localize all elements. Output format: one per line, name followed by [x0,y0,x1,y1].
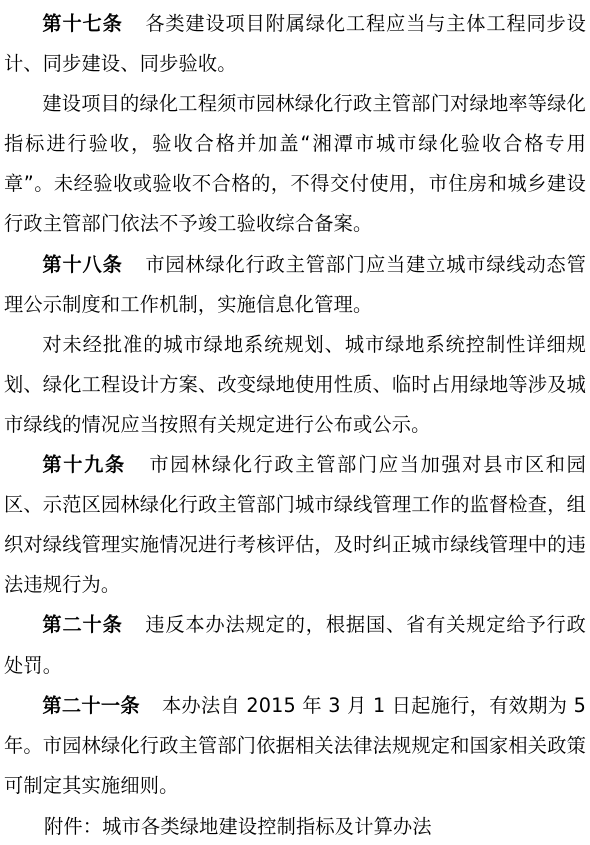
article-21-heading: 第二十一条 [42,693,140,717]
article-18-detail-text: 对未经批准的城市绿地系统规划、城市绿地系统控制性详细规划、绿化工程设计方案、改变绿地使用性质、临时占用绿地等涉及城市绿线的情况应当按照有关规定进行公布或公示。 [4,332,586,436]
article-19-heading: 第十九条 [42,453,126,477]
article-18-text: 市园林绿化行政主管部门应当建立城市绿线动态管理公示制度和工作机制，实施信息化管理。 [4,252,586,316]
article-19-text: 市园林绿化行政主管部门应当加强对县市区和园区、示范区园林绿化行政主管部门城市绿线管理工作的监督检查，组织对绿线管理实施情况进行考核评估，及时纠正城市绿线管理中的违法违规行为。 [4,453,586,597]
article-20-heading: 第二十条 [42,613,123,637]
article-21-text: 本办法自 2015 年 3 月 1 日起施行，有效期为 5 年。市园林绿化行政主管部门依据相关法律法规规定和国家相关政策可制定其实施细则。 [4,693,587,797]
article-17-heading: 第十七条 [42,12,123,35]
attachment-line: 附件：城市各类绿地建设控制指标及计算办法 [44,815,432,838]
article-17-paragraph [4,4,586,84]
article-18-detail-paragraph [4,325,586,445]
article-18-heading: 第十八条 [42,252,123,276]
article-17-text: 各类建设项目附属绿化工程应当与主体工程同步设计、同步建设、同步验收。 [4,12,586,76]
article-20-text: 违反本办法规定的，根据国、省有关规定给予行政处罚。 [4,613,586,677]
article-17-detail-paragraph [4,84,586,244]
article-21-paragraph [4,686,586,806]
article-17-detail-text: 建设项目的绿化工程须市园林绿化行政主管部门对绿地率等绿化指标进行验收，验收合格并加盖“湘潭市城市绿化验收合格专用章”。未经验收或验收不合格的，不得交付使用，市住房和城乡建设行政主管部门依法不予竣工验收综合备案。 [4,92,586,236]
article-20-paragraph [4,605,586,685]
article-19-paragraph [4,445,586,605]
article-18-paragraph [4,245,586,325]
